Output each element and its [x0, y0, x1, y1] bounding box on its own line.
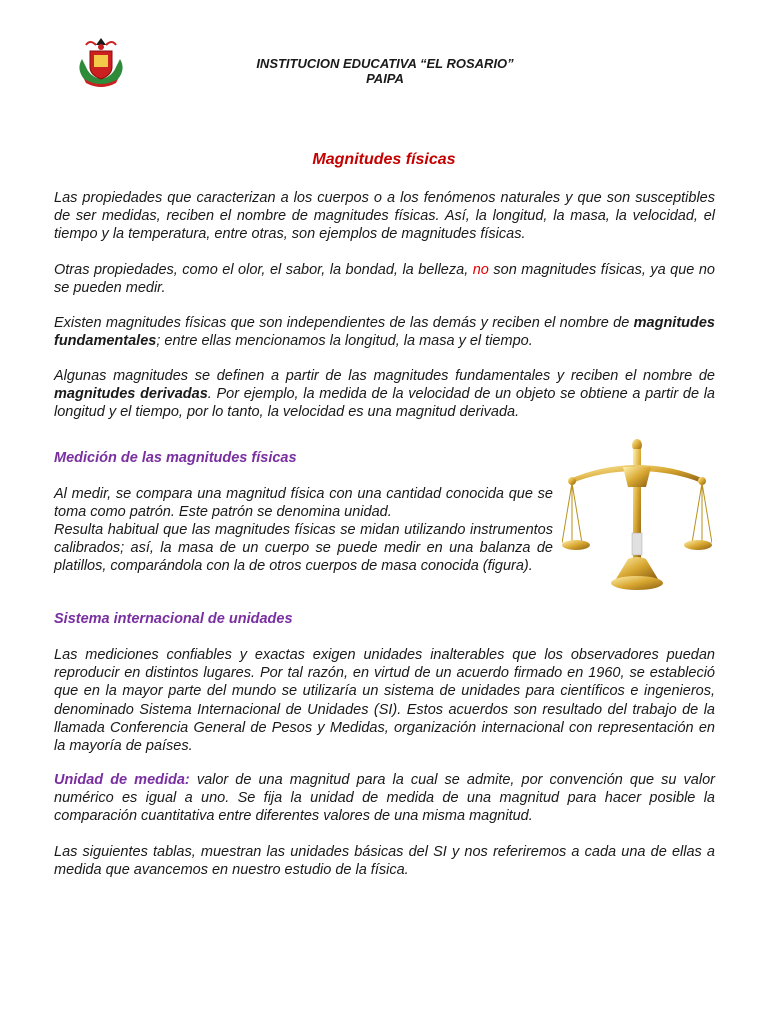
heading-medicion: Medición de las magnitudes físicas — [54, 450, 297, 466]
highlight-no: no — [472, 262, 489, 278]
heading-sistema: Sistema internacional de unidades — [54, 611, 293, 627]
intro-paragraph-2: Otras propiedades, como el olor, el sabor, la bondad, la belleza, no son magnitudes físicas, ya que no se pueden medir. — [54, 262, 715, 297]
sistema-paragraph-3: Las siguientes tablas, muestran las unidades básicas del SI y nos referiremos a cada una de ellas a medida que avancemos en nuestro estudio de la física. — [54, 844, 715, 879]
school-header — [160, 56, 610, 86]
intro-paragraph-1: Las propiedades que caracterizan a los cuerpos o a los fenómenos naturales y que son susceptibles de ser medidas, reciben el nombre de magnitudes físicas. Así, la longitud, la masa, la velocidad, el tiempo y la temperatura, entre otras, son ejemplos de magnitudes físicas. — [54, 190, 715, 243]
school-city: PAIPA — [366, 71, 404, 86]
term-derivadas: magnitudes derivadas — [54, 386, 208, 403]
term-fundamentales: magnitudes fundamentales — [54, 315, 715, 350]
unidad-paragraph: Unidad de medida: valor de una magnitud para la cual se admite, por convención que su valor numérico es igual a uno. Se fija la unidad de medida de una magnitud para hacer posible la comparación cuantitativa entre diferentes valores de una misma magnitud. — [54, 772, 715, 825]
balance-scale-image — [562, 437, 712, 593]
page-title: Magnitudes físicas — [312, 151, 456, 168]
medicion-paragraph-2: Resulta habitual que las magnitudes físicas se midan utilizando instrumentos calibrados; así, la masa de un cuerpo se puede medir en una balanza de platillos, comparándola con la de otros cuerpos de masa conocida (figura). — [54, 522, 553, 575]
intro-paragraph-3: Existen magnitudes físicas que son independientes de las demás y reciben el nombre de magnitudes fundamentales; entre ellas mencionamos la longitud, la masa y el tiempo. — [54, 315, 715, 350]
school-crest-logo — [72, 33, 130, 91]
term-unidad-de-medida: Unidad de medida: — [54, 772, 190, 788]
medicion-paragraph-1: Al medir, se compara una magnitud física con una cantidad conocida que se toma como patrón. Este patrón se denomina unidad. — [54, 486, 553, 521]
sistema-paragraph-1: Las mediciones confiables y exactas exigen unidades inalterables que los observadores puedan reproducir en distintos lugares. Por tal razón, en virtud de un acuerdo firmado en 1960, se estableció que en la mayor parte del mundo se utilizaría un sistema de unidades para científicos e ingenieros, denominado Sistema Internacional de Unidades (SI). Estos acuerdos son resultado del trabajo de la llamada Conferencia General de Pesos y Medidas, organización internacional con representación en la mayoría de países. — [54, 647, 715, 755]
intro-paragraph-4: Algunas magnitudes se definen a partir de las magnitudes fundamentales y reciben el nombre de magnitudes derivadas. Por ejemplo, la medida de la velocidad de un objeto se obtiene a partir de la longitud y el tiempo, por lo tanto, la velocidad es una magnitud derivada. — [54, 368, 715, 421]
school-name: INSTITUCION EDUCATIVA “EL ROSARIO” — [256, 56, 514, 71]
